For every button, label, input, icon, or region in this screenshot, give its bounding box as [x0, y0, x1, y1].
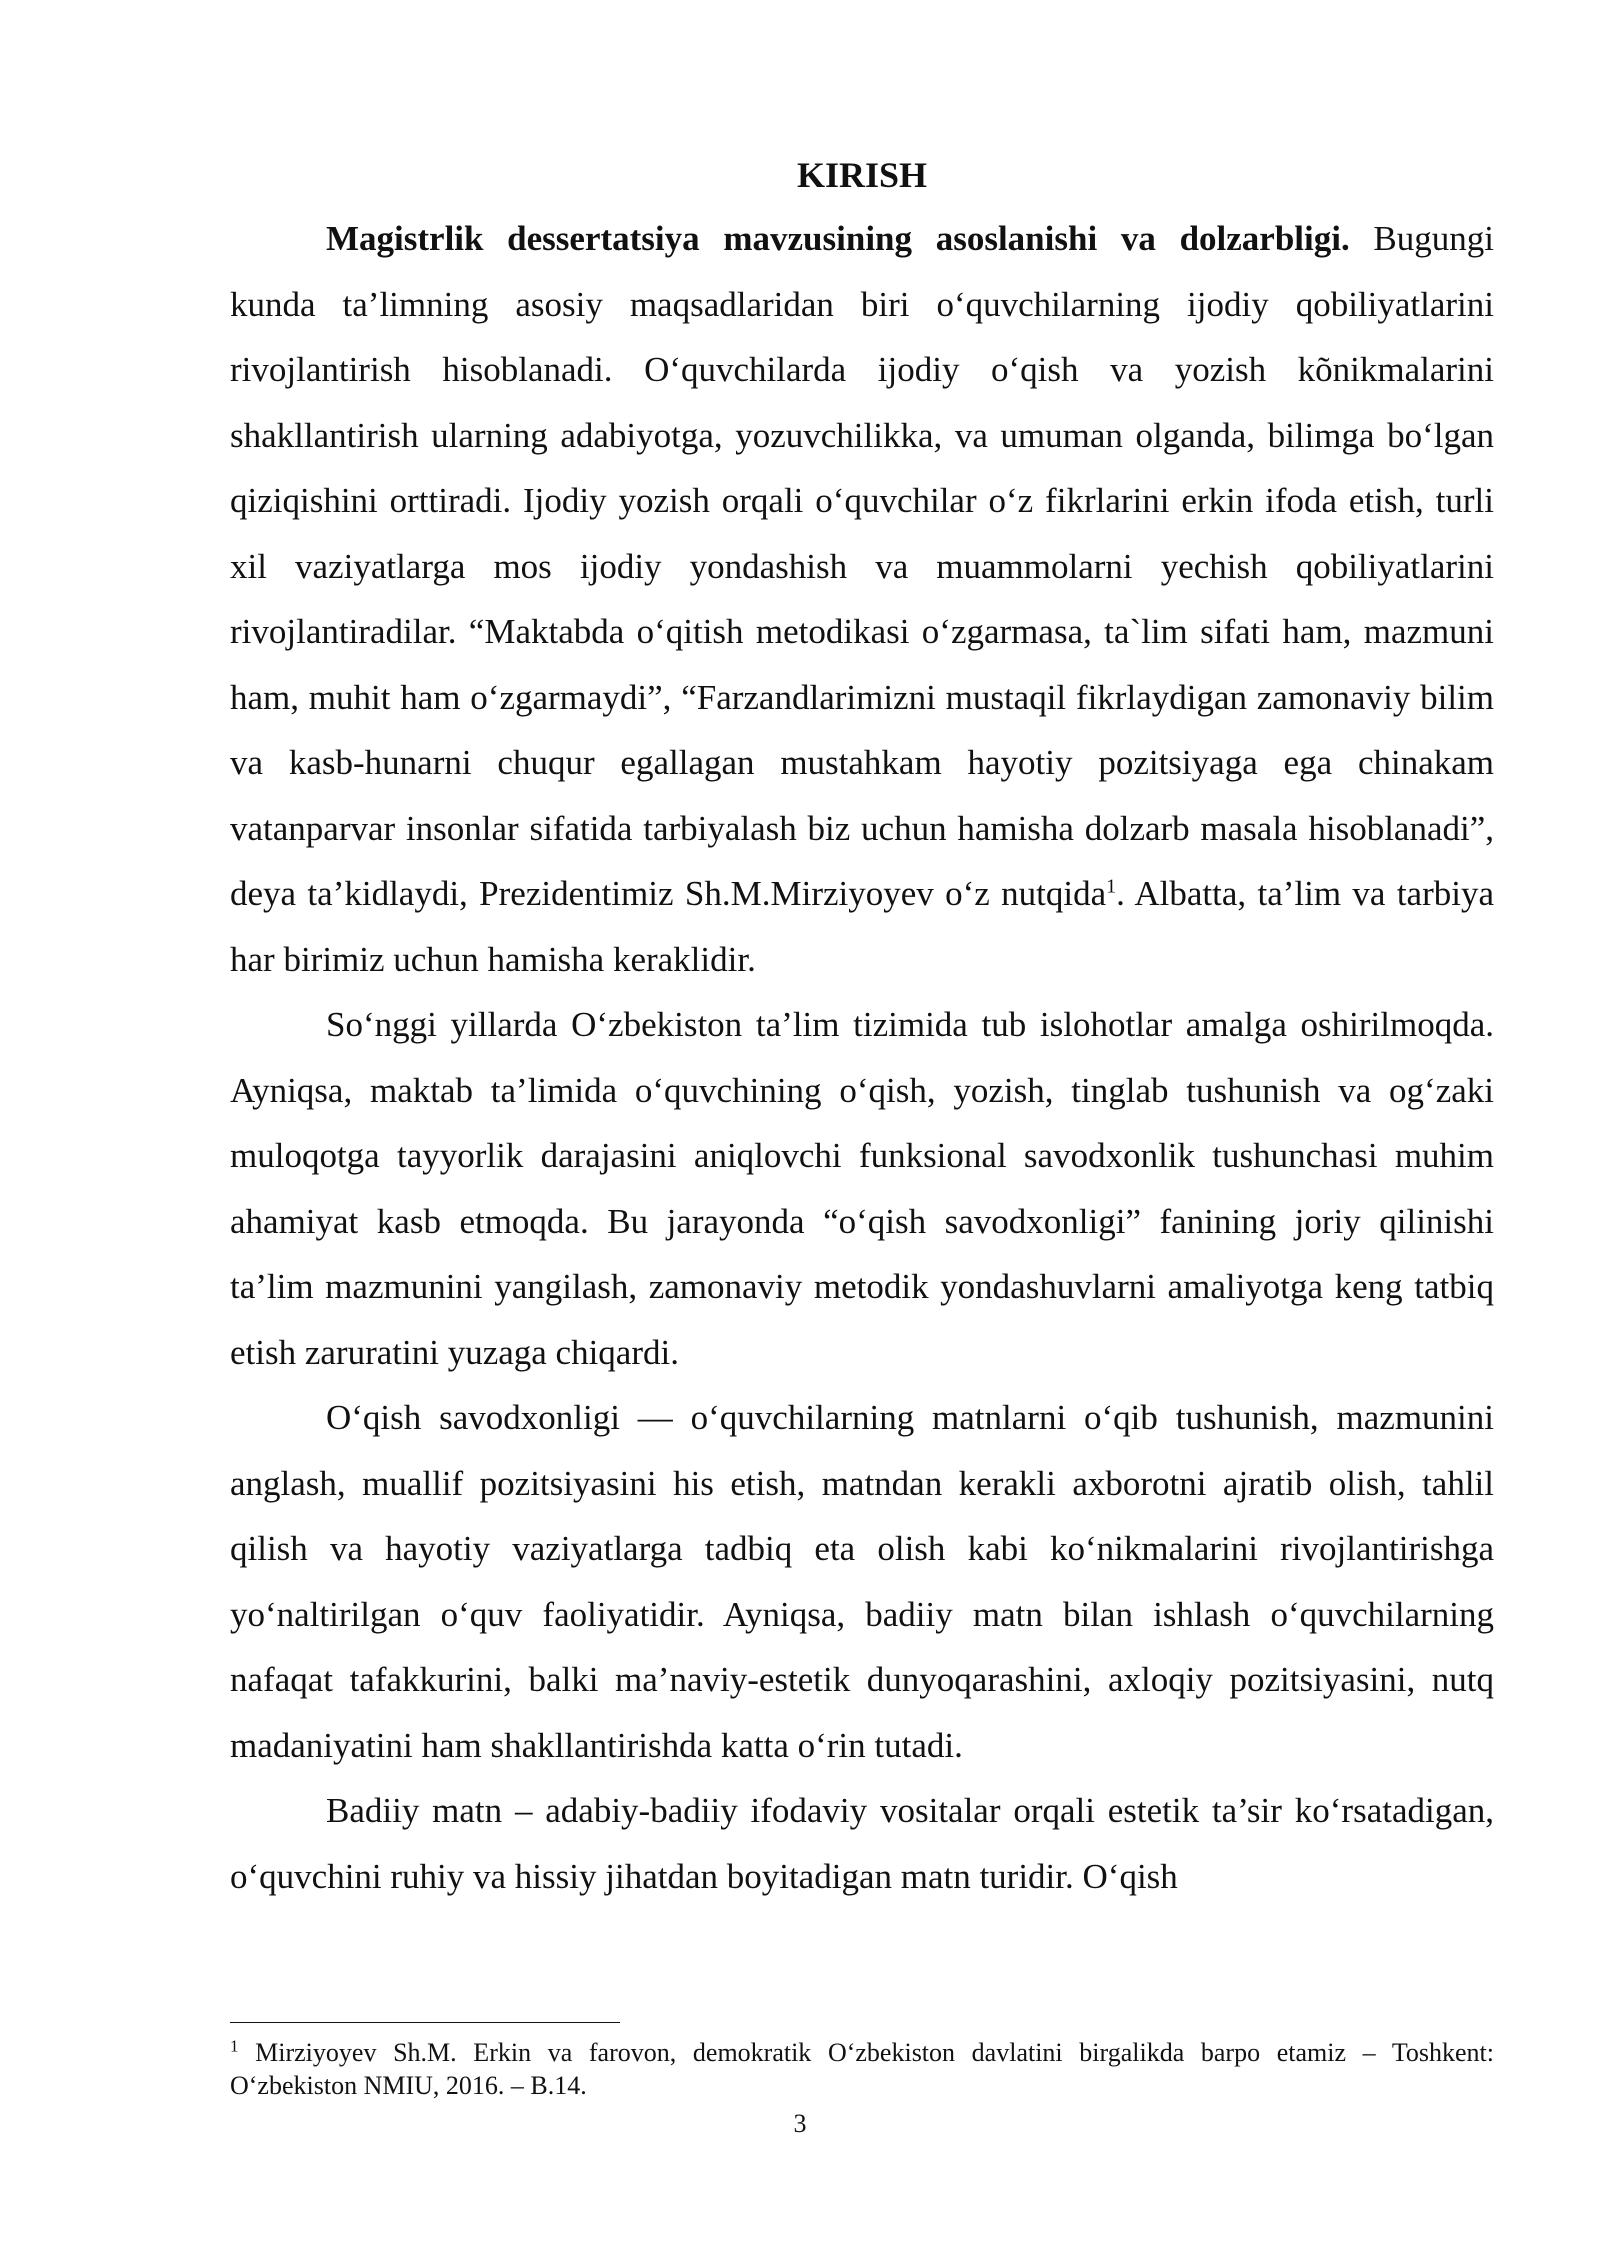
paragraph-1-bold-lead: Magistrlik dessertatsiya mavzusining asoslanishi va dolzarbligi.: [326, 219, 1350, 258]
footnote-reference[interactable]: 1: [1106, 875, 1117, 898]
footnote-text: Mirziyoyev Sh.M. Erkin va farovon, demokratik O‘zbekiston davlatini birgalikda barpo etamiz – Toshkent: O‘zbekiston NMIU, 2016. – B.14.: [230, 2038, 1494, 2100]
paragraph-3: O‘qish savodxonligi — o‘quvchilarning matnlarni o‘qib tushunish, mazmunini anglash, muallif pozitsiyasini his etish, matndan kerakli axborotni ajratib olish, tahlil qilish va hayotiy vaziyatlarga tadbiq eta olish kabi ko‘nikmalarini rivojlantirishga yo‘naltirilgan o‘quv faoliyatidir. Ayniqsa, badiiy matn bilan ishlash o‘quvchilarning nafaqat tafakkurini, balki ma’naviy-estetik dunyoqarashini, axloqiy pozitsiyasini, nutq madaniyatini ham shakllantirishda katta o‘rin tutadi.: [230, 1398, 1494, 1765]
paragraph-1-text: Bugungi kunda ta’limning asosiy maqsadlaridan biri o‘quvchilarning ijodiy qobiliyatlarini rivojlantirish hisoblanadi. O‘quvchilarda ijodiy o‘qish va yozish kõnikmalarini shakllantirish ularning adabiyotga, yozuvchilikka, va umuman olganda, bilimga bo‘lgan qiziqishini orttiradi. Ijodiy yozish orqali o‘quvchilar o‘z fikrlarini erkin ifoda etish, turli xil vaziyatlarga mos ijodiy yondashish va muammolarni yechish qobiliyatlarini rivojlantiradilar. “Maktabda o‘qitish metodikasi o‘zgarmasa, ta`lim sifati ham, mazmuni ham, muhit ham o‘zgarmaydi”, “Farzandlarimizni mustaqil fikrlaydigan zamonaviy bilim va kasb-hunarni chuqur egallagan mustahkam hayotiy pozitsiyaga ega chinakam vatanparvar insonlar sifatida tarbiyalash biz uchun hamisha dolzarb masala hisoblanadi”, deya ta’kidlaydi, Prezidentimiz Sh.M.Mirziyoyev o‘z nutqida: [230, 219, 1494, 913]
document-body: [230, 150, 1494, 1909]
footnote-separator: [230, 2022, 620, 2023]
footnote: [230, 2036, 1494, 2102]
paragraph-4: Badiiy matn – adabiy-badiiy ifodaviy vositalar orqali estetik ta’sir ko‘rsatadigan, o‘quvchini ruhiy va hissiy jihatdan boyitadigan matn turidir. O‘qish: [230, 1791, 1494, 1896]
paragraph-2: So‘nggi yillarda O‘zbekiston ta’lim tizimida tub islohotlar amalga oshirilmoqda. Ayniqsa, maktab ta’limida o‘quvchining o‘qish, yozish, tinglab tushunish va og‘zaki muloqotga tayyorlik darajasini aniqlovchi funksional savodxonlik tushunchasi muhim ahamiyat kasb etmoqda. Bu jarayonda “o‘qish savodxonligi” fanining joriy qilinishi ta’lim mazmunini yangilash, zamonaviy metodik yondashuvlarni amaliyotga keng tatbiq etish zaruratini yuzaga chiqardi.: [230, 1005, 1494, 1372]
paragraph-1: [230, 206, 1494, 992]
page-number: 3: [793, 2109, 807, 2138]
section-heading: KIRISH: [796, 155, 928, 195]
paragraph-1-text-end: . Albatta, ta’lim va tarbiya har birimiz uchun hamisha keraklidir.: [230, 874, 1494, 979]
footnote-number: 1: [230, 2036, 239, 2056]
